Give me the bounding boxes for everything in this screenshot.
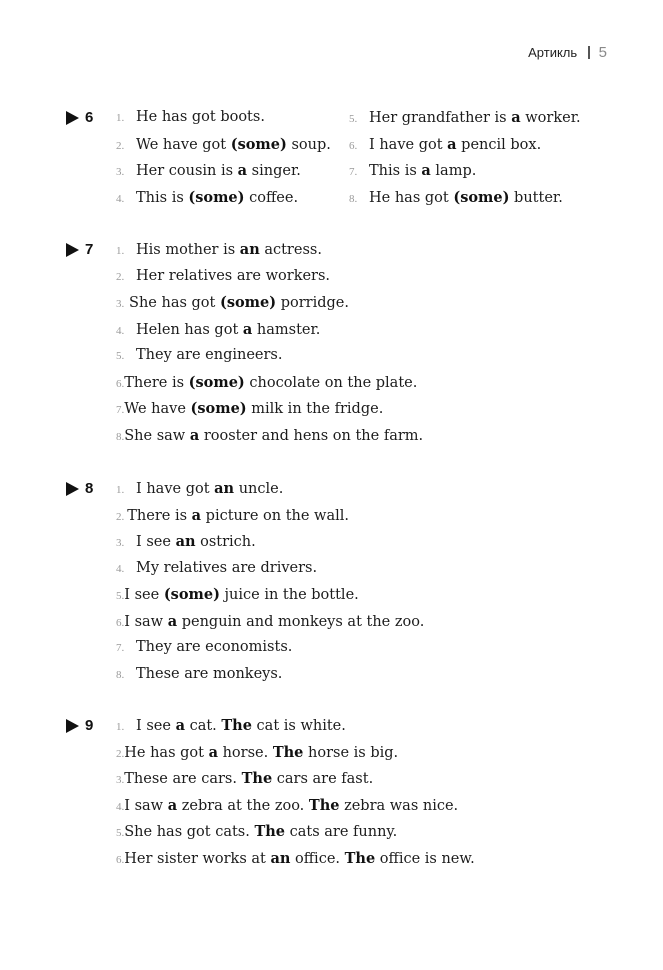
answer-text: I see (some) juice in the bottle. [124,586,359,603]
article-highlight: a [167,796,178,814]
answer-text: We have got (some) soup. [136,135,331,153]
article-highlight: (some) [219,294,277,311]
answer-item [116,560,349,587]
article-highlight: The [308,796,340,814]
answer-text: He has got boots. [136,109,265,125]
answer-item [116,241,349,268]
answer-item [116,136,349,163]
item-number: 3. [116,298,125,310]
article-highlight: a [208,743,218,761]
answer-column [116,109,349,215]
exercise-label [66,109,93,126]
exercise-number: 6 [85,109,94,126]
answer-item [116,400,384,427]
article-highlight: a [237,162,248,179]
exercise-number: 9 [85,717,94,734]
answer-text: I see a cat. The cat is white. [136,717,346,734]
answer-item [116,321,349,348]
answer-text: These are cars. The cars are fast. [124,770,374,787]
header-divider [588,46,590,59]
article-highlight: an [175,533,196,550]
answer-text: This is a lamp. [369,162,477,179]
answer-item [116,480,349,507]
item-number: 4. [116,562,125,575]
answer-item [116,743,399,771]
answer-item [116,268,349,295]
answer-text: These are monkeys. [136,665,283,682]
item-number: 7. [116,642,125,654]
answer-column [116,717,475,876]
item-number: 2. [116,270,125,283]
answer-text: I have got a pencil box. [369,135,542,153]
exercise-columns [116,480,425,692]
answer-text: They are engineers. [136,347,283,363]
article-highlight: (some) [188,188,245,206]
item-number: 6. [116,616,125,629]
article-highlight: (some) [230,135,287,153]
answer-item [116,109,349,136]
answer-text: We have (some) milk in the fridge. [124,400,384,417]
answer-item [349,109,582,136]
answer-item [349,189,582,216]
item-number: 5. [349,113,358,125]
article-highlight: a [511,109,521,126]
article-highlight: The [272,743,304,761]
item-number: 2. [116,747,125,760]
exercise-columns [116,109,582,215]
answer-item [116,717,349,744]
item-number: 1. [116,245,125,257]
page-number: 5 [598,44,607,61]
answer-item [116,426,424,454]
answer-text: Helen has got a hamster. [136,320,321,338]
item-number: 5. [116,590,125,602]
answer-text: His mother is an actress. [136,241,322,258]
article-highlight: a [242,320,253,338]
exercise-columns [116,717,475,876]
answer-text: My relatives are drivers. [136,559,318,576]
answer-text: He has got a horse. The horse is big. [124,743,399,761]
article-highlight: an [239,241,260,258]
answer-text: Her sister works at an office. The office is new. [124,849,475,867]
answer-column [116,241,424,453]
answer-item [116,796,459,824]
article-highlight: (some) [163,586,220,603]
item-number: 8. [116,430,125,443]
answer-text: I saw a zebra at the zoo. The zebra was nice. [124,796,459,814]
triangle-marker-icon [66,111,79,125]
page-header [528,44,607,61]
exercise-label [66,480,93,497]
item-number: 6. [116,853,125,866]
article-highlight: a [421,162,431,179]
triangle-marker-icon [66,243,79,257]
answer-column [116,480,425,692]
exercise-number: 7 [85,241,94,258]
answer-text: There is (some) chocolate on the plate. [124,373,418,391]
answer-item [349,136,582,163]
item-number: 1. [116,721,125,733]
answer-item [116,823,398,850]
answer-item [116,639,349,666]
answer-item [116,189,349,216]
item-number: 8. [349,192,358,205]
article-highlight: a [175,717,185,734]
item-number: 5. [116,350,125,362]
item-number: 2. [116,139,125,152]
item-number: 3. [116,774,125,786]
section-title: Артикль [528,45,578,60]
answer-item [116,373,418,401]
answer-item [116,770,374,797]
answer-item [116,347,349,374]
answer-text: I see an ostrich. [136,533,256,550]
item-number: 3. [116,166,125,178]
answer-text: I saw a penguin and monkeys at the zoo. [124,612,425,630]
item-number: 8. [116,668,125,681]
answer-text: I have got an uncle. [136,480,284,497]
article-highlight: (some) [188,373,245,391]
article-highlight: a [189,426,200,444]
triangle-marker-icon [66,482,79,496]
triangle-marker-icon [66,719,79,733]
answer-item [116,666,349,693]
answer-text: She has got (some) porridge. [129,294,349,311]
article-highlight: (some) [190,400,247,417]
answer-text: Her relatives are workers. [136,267,331,284]
item-number: 4. [116,324,125,337]
answer-column [349,109,582,215]
article-highlight: The [241,770,273,787]
article-highlight: The [254,823,286,840]
article-highlight: an [270,849,291,867]
answer-item [116,294,349,321]
answer-text: This is (some) coffee. [136,188,299,206]
answer-item [116,533,349,560]
item-number: 2. [116,510,125,523]
article-highlight: The [221,717,252,734]
item-number: 4. [116,192,125,205]
answer-item [349,162,582,189]
item-number: 7. [116,404,125,416]
answer-text: She has got cats. The cats are funny. [124,823,398,840]
answer-text: There is a picture on the wall. [127,506,349,524]
answer-text: Her cousin is a singer. [136,162,301,179]
article-highlight: a [447,135,457,153]
answer-item [116,849,475,877]
item-number: 6. [349,139,358,152]
item-number: 3. [116,537,125,549]
article-highlight: The [344,849,376,867]
article-highlight: an [214,480,235,497]
answer-item [116,162,349,189]
answer-item [116,612,425,640]
item-number: 4. [116,800,125,813]
item-number: 6. [116,377,125,390]
item-number: 5. [116,827,125,839]
answer-text: He has got (some) butter. [369,188,563,206]
article-highlight: (some) [453,188,510,206]
answer-item [116,507,349,534]
article-highlight: a [191,506,202,524]
item-number: 1. [116,112,125,124]
item-number: 1. [116,484,125,496]
item-number: 7. [349,166,358,178]
answer-text: Her grandfather is a worker. [369,109,581,126]
article-highlight: a [167,612,178,630]
answer-text: She saw a rooster and hens on the farm. [124,426,424,444]
answer-text: They are economists. [136,639,293,655]
exercise-number: 8 [85,480,94,497]
exercise-label [66,717,93,734]
exercise-columns [116,241,424,453]
answer-item [116,586,359,613]
exercise-label [66,241,93,258]
